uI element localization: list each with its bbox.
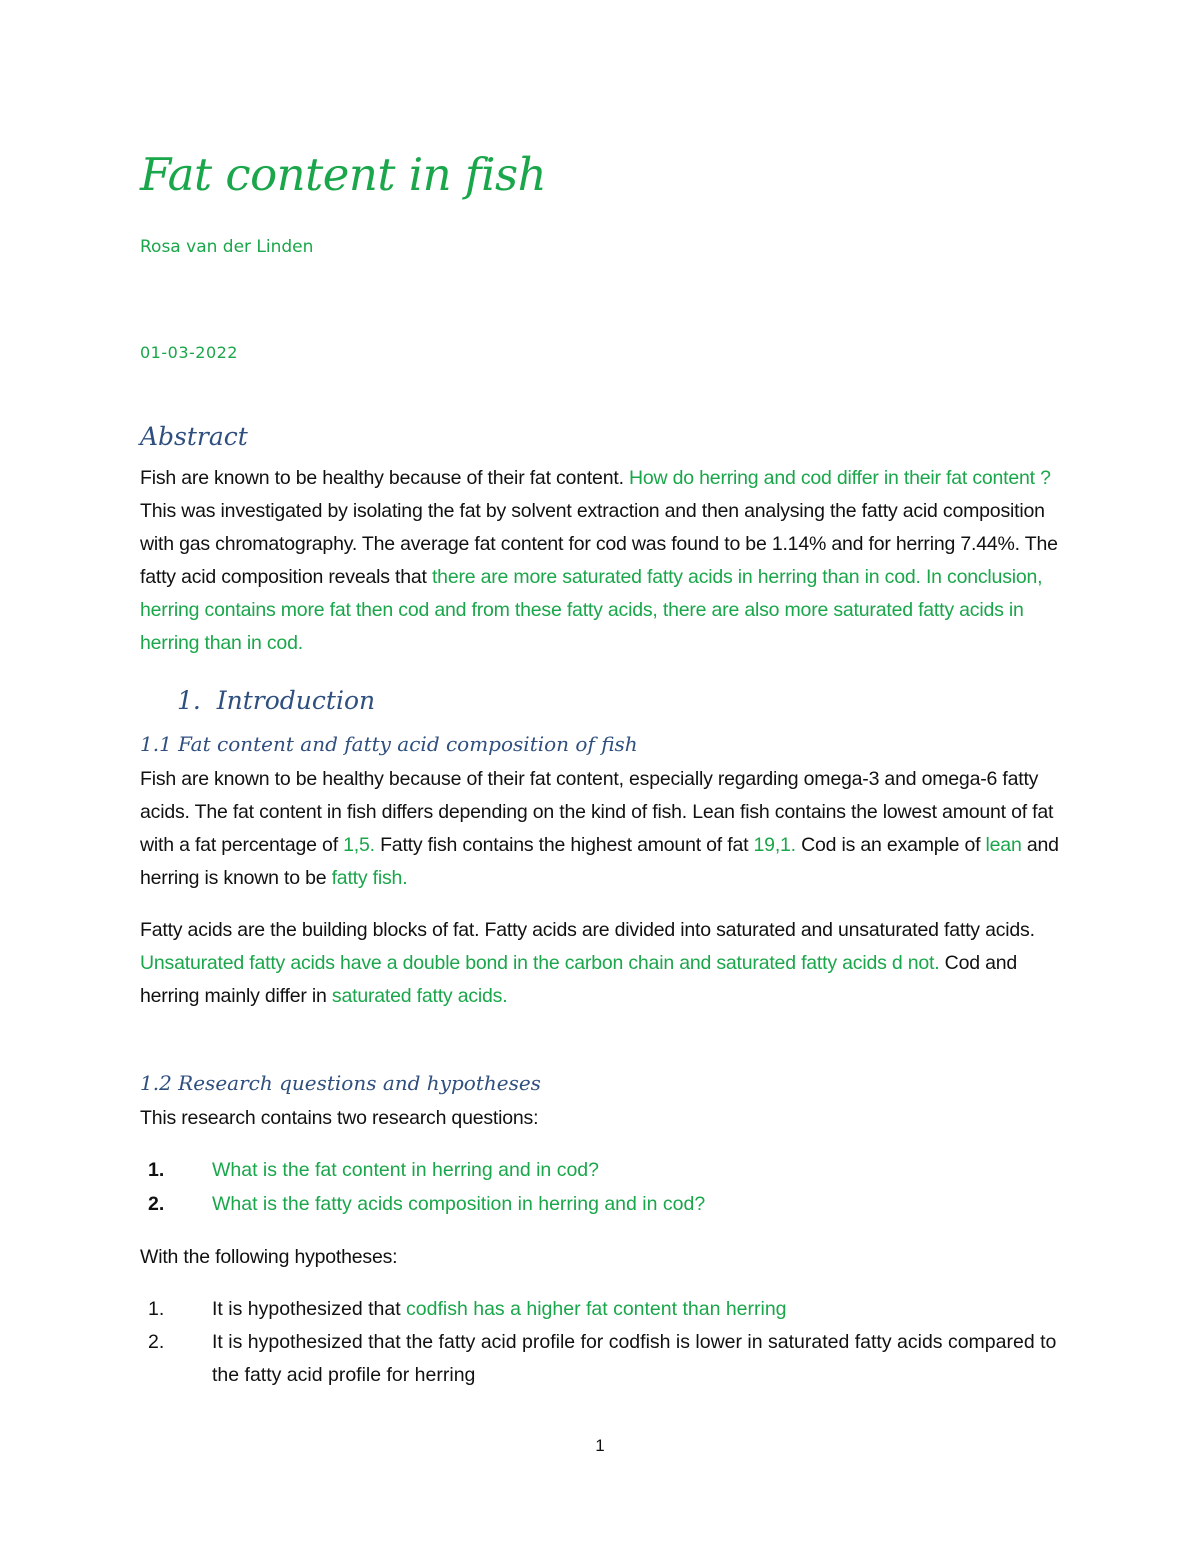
saturated-fatty-acids-label: saturated fatty acids. <box>331 985 508 1007</box>
hypothesis-text <box>212 1293 1072 1326</box>
section-1-1-heading: 1.1 Fat content and fatty acid composition of fish <box>140 732 638 756</box>
section-1-1-paragraph-2 <box>140 914 1065 1013</box>
para-text: Fatty acids are the building blocks of fat. Fatty acids are divided into saturated and unsaturated fatty acids. <box>140 919 1035 941</box>
page-number: 1 <box>595 1436 605 1455</box>
abstract-text-1: Fish are known to be healthy because of their fat content. <box>140 467 630 489</box>
abstract-paragraph <box>140 462 1065 660</box>
para-text: and herring is known to be <box>140 834 1059 889</box>
hypothesis-prefix: It is hypothesized that the fatty acid profile for codfish is lower in saturated fatty acids compared to the fatty acid profile for herring <box>212 1331 1057 1386</box>
introduction-heading-number: 1. <box>177 686 201 715</box>
abstract-conclusion: there are more saturated fatty acids in herring than in cod. In conclusion, herring contains more fat then cod and from these fatty acids, there are also more saturated fatty acids in herring than in cod. <box>140 566 1043 654</box>
research-question-text: What is the fat content in herring and in cod? <box>212 1159 599 1181</box>
research-question-text: What is the fatty acids composition in herring and in cod? <box>212 1193 706 1215</box>
abstract-research-question: How do herring and cod differ in their fat content ? <box>629 467 1051 489</box>
hypothesis-text <box>212 1326 1072 1392</box>
section-1-2-heading: 1.2 Research questions and hypotheses <box>140 1071 541 1095</box>
hypothesis-highlight: codfish has a higher fat content than herring <box>406 1298 787 1320</box>
lean-fat-value: 1,5. <box>343 834 375 856</box>
para-text: Fish are known to be healthy because of their fat content, especially regarding omega-3 and omega-6 fatty acids. The fat content in fish differs depending on the kind of fish. Lean fish contains the lowest amount of fat with a fat percentage of <box>140 768 1054 856</box>
list-number: 2. <box>148 1193 165 1215</box>
document-date: 01-03-2022 <box>140 343 238 362</box>
document-title: Fat content in fish <box>140 148 547 201</box>
hypothesis-prefix: It is hypothesized that <box>212 1298 407 1320</box>
fatty-fat-value: 19,1. <box>753 834 796 856</box>
abstract-text-2: This was investigated by isolating the fat by solvent extraction and then analysing the fatty acid composition with gas chromatography. The average fat content for cod was found to be 1.14% and for herring 7.44%. The fatty acid composition reveals that <box>140 500 1058 588</box>
section-1-1-paragraph-1 <box>140 763 1065 895</box>
para-text: Cod is an example of <box>795 834 986 856</box>
hypotheses-intro: With the following hypotheses: <box>140 1246 398 1268</box>
para-text: Cod and herring mainly differ in <box>140 952 1018 1007</box>
list-number: 1. <box>148 1159 165 1181</box>
author-name: Rosa van der Linden <box>140 237 314 257</box>
fatty-fish-label: fatty fish. <box>331 867 408 889</box>
para-text: Fatty fish contains the highest amount of fat <box>374 834 754 856</box>
unsaturated-definition: Unsaturated fatty acids have a double bond in the carbon chain and saturated fatty acids d not. <box>140 952 940 974</box>
introduction-heading-text: Introduction <box>216 686 376 715</box>
research-questions-intro: This research contains two research questions: <box>140 1107 539 1129</box>
list-number: 2. <box>148 1331 165 1353</box>
abstract-heading: Abstract <box>140 422 248 451</box>
list-number: 1. <box>148 1298 165 1320</box>
lean-label: lean <box>985 834 1022 856</box>
introduction-heading <box>177 686 375 715</box>
